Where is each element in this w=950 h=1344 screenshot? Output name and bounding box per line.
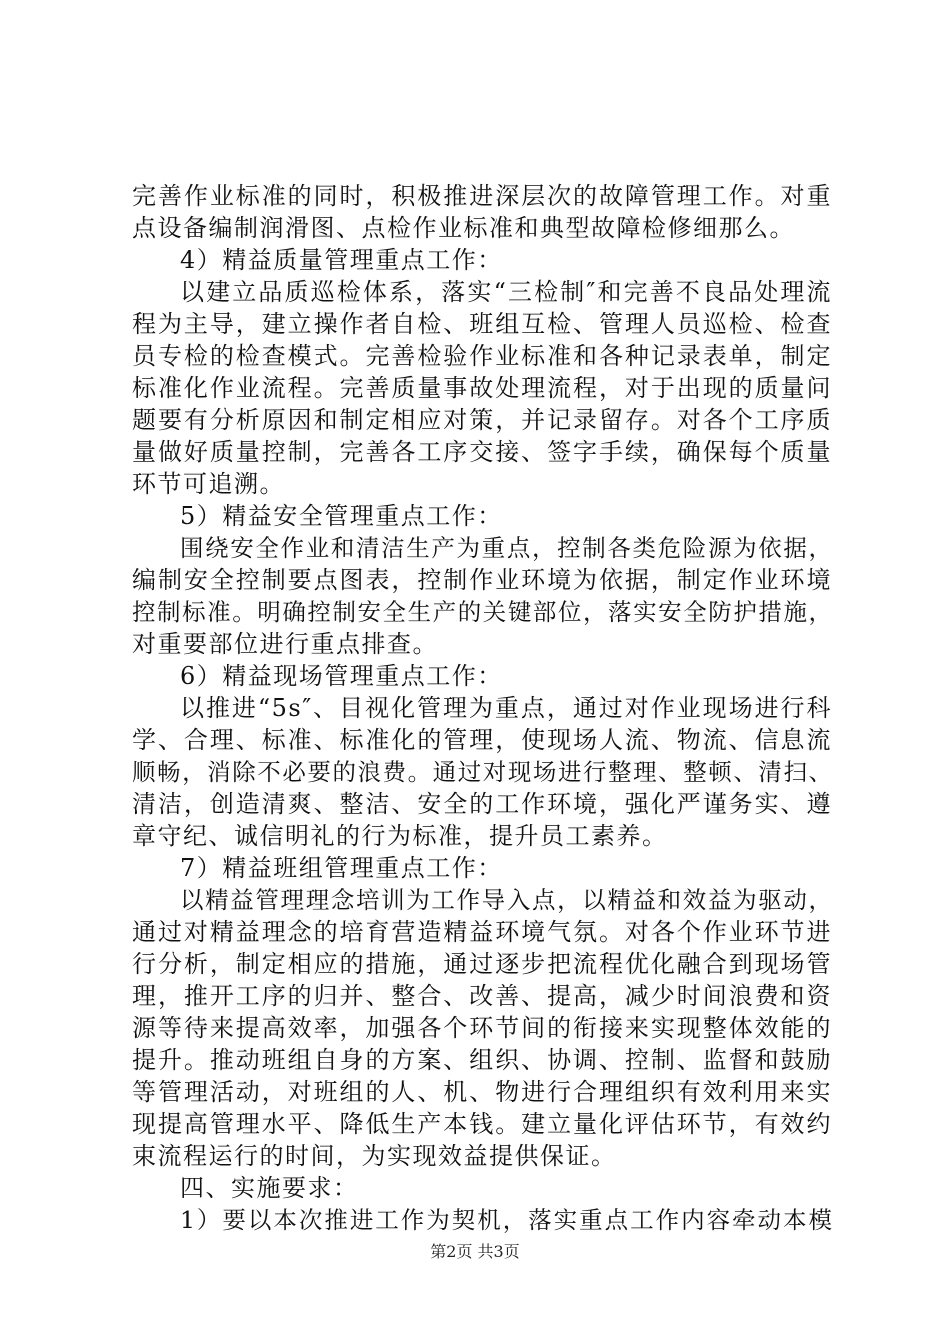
text-line: 束流程运行的时间，为实现效益提供保证。 <box>132 1142 617 1170</box>
text-line: 围绕安全作业和清洁生产为重点，控制各类危险源为依据， <box>180 534 832 562</box>
text-line: 题要有分析原因和制定相应对策，并记录留存。对各个工序质 <box>132 406 832 434</box>
page-number-footer: 第2页 共3页 <box>430 1242 520 1261</box>
text-line: 标准化作业流程。完善质量事故处理流程，对于出现的质量问 <box>132 374 832 402</box>
text-line: 员专检的检查模式。完善检验作业标准和各种记录表单，制定 <box>132 342 832 370</box>
text-line: 控制标准。明确控制安全生产的关键部位，落实安全防护措施， <box>132 598 832 626</box>
section-heading: 6）精益现场管理重点工作： <box>180 662 503 690</box>
text-line: 等管理活动，对班组的人、机、物进行合理组织有效利用来实 <box>132 1078 832 1106</box>
text-line: 点设备编制润滑图、点检作业标准和典型故障检修细那么。 <box>132 214 795 242</box>
text-line: 环节可追溯。 <box>132 470 285 498</box>
section-heading: 4）精益质量管理重点工作： <box>180 246 503 274</box>
text-line: 章守纪、诚信明礼的行为标准，提升员工素养。 <box>132 822 668 850</box>
text-line: 理，推开工序的归并、整合、改善、提高，减少时间浪费和资 <box>132 982 832 1010</box>
text-line: 学、合理、标准、标准化的管理，使现场人流、物流、信息流 <box>132 726 832 754</box>
text-line: 源等待来提高效率，加强各个环节间的衔接来实现整体效能的 <box>132 1014 832 1042</box>
text-line: 程为主导，建立操作者自检、班组互检、管理人员巡检、检查 <box>132 310 832 338</box>
text-line: 量做好质量控制，完善各工序交接、签字手续，确保每个质量 <box>132 438 832 466</box>
text-line: 通过对精益理念的培育营造精益环境气氛。对各个作业环节进 <box>132 918 832 946</box>
section-heading: 5）精益安全管理重点工作： <box>180 502 503 530</box>
section-heading: 四、实施要求： <box>180 1174 359 1202</box>
text-line: 编制安全控制要点图表，控制作业环境为依据，制定作业环境 <box>132 566 832 594</box>
text-line: 1）要以本次推进工作为契机，落实重点工作内容牵动本模 <box>180 1206 832 1234</box>
text-line: 以推进“5s″、目视化管理为重点，通过对作业现场进行科 <box>180 694 832 722</box>
section-heading: 7）精益班组管理重点工作： <box>180 854 503 882</box>
text-line: 以建立品质巡检体系，落实“三检制″和完善不良品处理流 <box>180 278 832 306</box>
text-line: 完善作业标准的同时，积极推进深层次的故障管理工作。对重 <box>132 182 832 210</box>
text-line: 清洁，创造清爽、整洁、安全的工作环境，强化严谨务实、遵 <box>132 790 832 818</box>
text-line: 对重要部位进行重点排查。 <box>132 630 438 658</box>
text-line: 提升。推动班组自身的方案、组织、协调、控制、监督和鼓励 <box>132 1046 832 1074</box>
text-line: 现提高管理水平、降低生产本钱。建立量化评估环节，有效约 <box>132 1110 832 1138</box>
text-line: 以精益管理理念培训为工作导入点，以精益和效益为驱动， <box>180 886 832 914</box>
text-line: 顺畅，消除不必要的浪费。通过对现场进行整理、整顿、清扫、 <box>132 758 832 786</box>
text-line: 行分析，制定相应的措施，通过逐步把流程优化融合到现场管 <box>132 950 832 978</box>
